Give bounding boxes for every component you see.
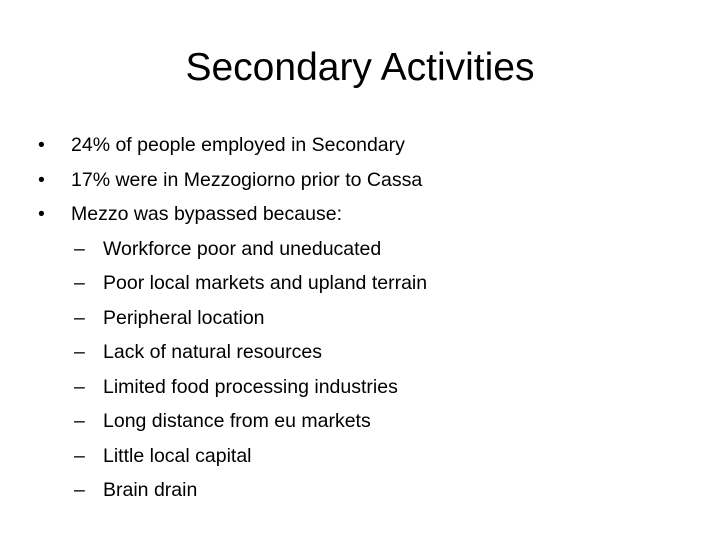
bullet-item: [0, 163, 720, 198]
sub-bullet-text: Brain drain: [103, 479, 198, 501]
dash-marker: –: [74, 375, 85, 398]
dash-marker: –: [74, 272, 85, 294]
sub-bullet-text: Little local capital: [103, 444, 252, 467]
bullet-text: Mezzo was bypassed because:: [71, 203, 342, 225]
sub-bullet-item: [0, 301, 720, 336]
sub-bullet-text: Limited food processing industries: [103, 375, 398, 398]
bullet-marker: •: [38, 168, 45, 191]
bullet-text: 24% of people employed in Secondary: [71, 134, 405, 156]
dash-marker: –: [74, 410, 85, 432]
dash-marker: –: [74, 237, 85, 260]
sub-bullet-text: Peripheral location: [103, 306, 265, 329]
sub-bullet-item: [0, 404, 720, 439]
bullet-text: 17% were in Mezzogiorno prior to Cassa: [71, 168, 423, 191]
sub-bullet-text: Long distance from eu markets: [103, 410, 371, 432]
sub-bullet-item: [0, 473, 720, 508]
bullet-marker: •: [38, 203, 45, 225]
slide-title: Secondary Activities: [185, 46, 535, 89]
dash-marker: –: [74, 306, 85, 329]
sub-bullet-text: Lack of natural resources: [103, 341, 322, 363]
sub-bullet-text: Workforce poor and uneducated: [103, 237, 382, 260]
sub-bullet-item: [0, 439, 720, 474]
bullet-item: [0, 128, 720, 163]
dash-marker: –: [74, 479, 85, 501]
dash-marker: –: [74, 444, 85, 467]
bullet-item: [0, 197, 720, 232]
sub-bullet-text: Poor local markets and upland terrain: [103, 272, 428, 294]
bullet-marker: •: [38, 134, 45, 156]
sub-bullet-item: [0, 370, 720, 405]
sub-bullet-item: [0, 266, 720, 301]
bullet-list: [0, 128, 720, 508]
sub-bullet-item: [0, 335, 720, 370]
sub-bullet-item: [0, 232, 720, 267]
dash-marker: –: [74, 341, 85, 363]
